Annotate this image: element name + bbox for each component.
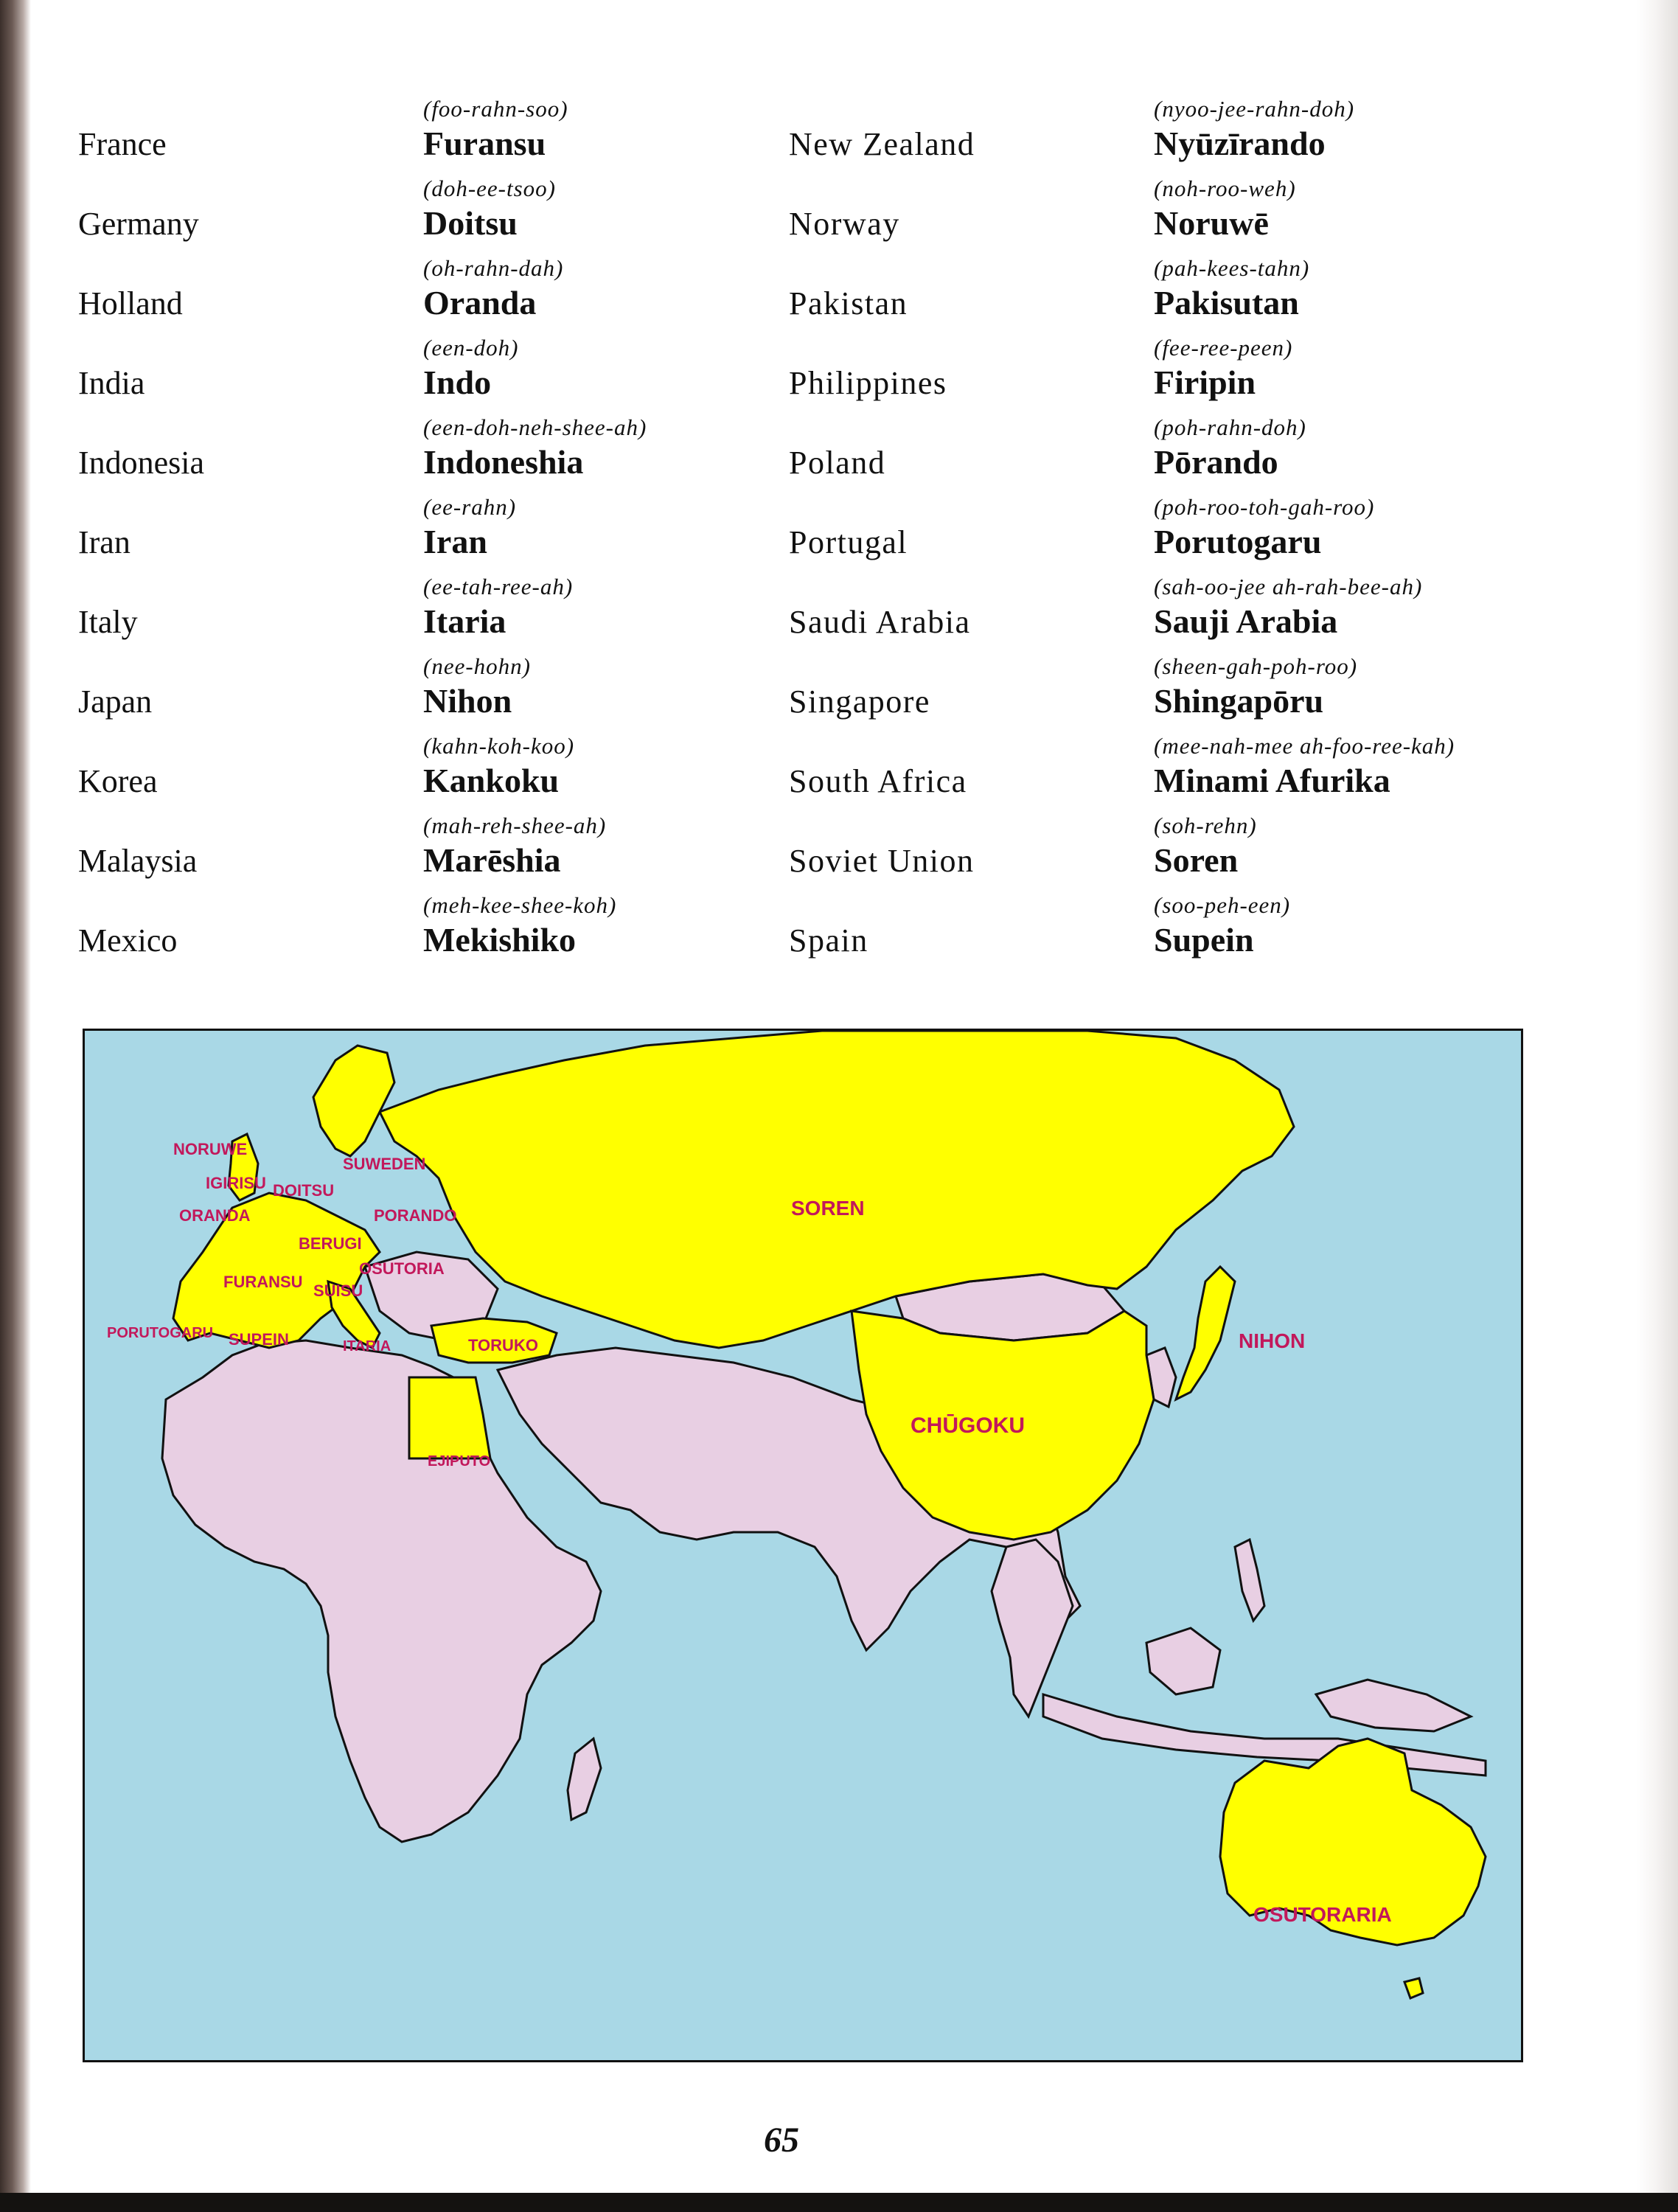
- page-number: 65: [764, 2121, 799, 2160]
- pronunciation-guide: (poh-roo-toh-gah-roo): [1154, 494, 1375, 520]
- japanese-country-name: Indo: [423, 364, 492, 401]
- label-ejiputo: EJIPUTO: [428, 1453, 491, 1470]
- pronunciation-guide: (mee-nah-mee ah-foo-ree-kah): [1154, 733, 1455, 759]
- japanese-country-name: Pōrando: [1154, 443, 1278, 481]
- english-country-name: Singapore: [789, 684, 930, 720]
- label-osutoraria: OSUTORARIA: [1253, 1903, 1392, 1926]
- pronunciation-guide: (poh-rahn-doh): [1154, 414, 1306, 440]
- japanese-country-name: Kankoku: [423, 762, 560, 799]
- label-noruwe: NORUWE: [173, 1140, 248, 1158]
- english-country-name: Poland: [789, 445, 886, 481]
- pronunciation-guide: (nee-hohn): [423, 653, 531, 679]
- world-map: [83, 1029, 1523, 2062]
- page-edge-right: [1637, 0, 1678, 2212]
- english-country-name: Italy: [78, 604, 138, 640]
- pronunciation-guide: (een-doh): [423, 335, 519, 361]
- vocabulary-row: [74, 254, 1519, 333]
- japanese-country-name: Indoneshia: [423, 443, 584, 481]
- vocabulary-row: [74, 652, 1519, 731]
- pronunciation-guide: (sheen-gah-poh-roo): [1154, 653, 1358, 679]
- japanese-country-name: Marēshia: [423, 841, 561, 879]
- english-country-name: India: [78, 365, 145, 401]
- vocabulary-row: [74, 811, 1519, 891]
- label-osutoria: OSUTORIA: [359, 1259, 445, 1278]
- japanese-country-name: Supein: [1154, 921, 1254, 959]
- japanese-country-name: Doitsu: [423, 204, 518, 242]
- english-country-name: France: [78, 126, 167, 162]
- japanese-country-name: Pakisutan: [1154, 284, 1299, 321]
- label-toruko: TORUKO: [468, 1336, 538, 1354]
- english-country-name: Indonesia: [78, 445, 205, 481]
- english-country-name: Japan: [78, 684, 153, 720]
- label-supein: SUPEIN: [229, 1330, 289, 1349]
- pronunciation-guide: (soh-rehn): [1154, 813, 1257, 838]
- pronunciation-guide: (nyoo-jee-rahn-doh): [1154, 96, 1355, 122]
- vocabulary-row: [74, 94, 1519, 174]
- pronunciation-guide: (meh-kee-shee-koh): [423, 892, 617, 918]
- english-country-name: Saudi Arabia: [789, 604, 971, 640]
- english-country-name: Soviet Union: [789, 843, 975, 879]
- english-country-name: Korea: [78, 763, 158, 799]
- label-soren: SOREN: [791, 1197, 865, 1220]
- pronunciation-guide: (soo-peh-een): [1154, 892, 1291, 918]
- label-berugi: BERUGI: [299, 1234, 362, 1253]
- japanese-country-name: Furansu: [423, 125, 546, 162]
- pronunciation-guide: (noh-roo-weh): [1154, 175, 1296, 201]
- book-spine-shadow-left: [0, 0, 31, 2212]
- japanese-country-name: Firipin: [1154, 364, 1256, 401]
- japanese-country-name: Mekishiko: [423, 921, 577, 959]
- japanese-country-name: Shingapōru: [1154, 682, 1324, 720]
- pronunciation-guide: (fee-ree-peen): [1154, 335, 1293, 361]
- vocabulary-row: [74, 731, 1519, 811]
- pronunciation-guide: (sah-oo-jee ah-rah-bee-ah): [1154, 574, 1423, 599]
- vocabulary-row: [74, 413, 1519, 493]
- english-country-name: Germany: [78, 206, 199, 242]
- label-itaria: ITARIA: [343, 1338, 391, 1354]
- label-porando: PORANDO: [374, 1206, 457, 1225]
- vocabulary-row: [74, 891, 1519, 970]
- pronunciation-guide: (oh-rahn-dah): [423, 255, 564, 281]
- pronunciation-guide: (mah-reh-shee-ah): [423, 813, 607, 838]
- japanese-country-name: Iran: [423, 523, 487, 560]
- pronunciation-guide: (kahn-koh-koo): [423, 733, 575, 759]
- japanese-country-name: Sauji Arabia: [1154, 602, 1338, 640]
- english-country-name: South Africa: [789, 763, 967, 799]
- scan-bottom-edge: [0, 2193, 1678, 2212]
- label-oranda: ORANDA: [179, 1206, 251, 1225]
- english-country-name: Mexico: [78, 922, 178, 959]
- pronunciation-guide: (doh-ee-tsoo): [423, 175, 556, 201]
- pronunciation-guide: (foo-rahn-soo): [423, 96, 568, 122]
- vocabulary-row: [74, 493, 1519, 572]
- japanese-country-name: Porutogaru: [1154, 523, 1322, 560]
- english-country-name: Norway: [789, 206, 900, 242]
- pronunciation-guide: (pah-kees-tahn): [1154, 255, 1310, 281]
- label-furansu: FURANSU: [223, 1273, 303, 1291]
- map-svg: [85, 1031, 1521, 2060]
- label-doitsu: DOITSU: [273, 1181, 335, 1200]
- vocabulary-row: [74, 572, 1519, 652]
- country-vocabulary-list: [74, 94, 1519, 970]
- japanese-country-name: Minami Afurika: [1154, 762, 1390, 799]
- vocabulary-row: [74, 174, 1519, 254]
- japanese-country-name: Nihon: [423, 682, 512, 720]
- pronunciation-guide: (ee-rahn): [423, 494, 517, 520]
- english-country-name: Iran: [78, 524, 130, 560]
- vocabulary-row: [74, 333, 1519, 413]
- japanese-country-name: Itaria: [423, 602, 506, 640]
- pronunciation-guide: (een-doh-neh-shee-ah): [423, 414, 647, 440]
- english-country-name: Pakistan: [789, 285, 908, 321]
- english-country-name: New Zealand: [789, 126, 975, 162]
- japanese-country-name: Soren: [1154, 841, 1239, 879]
- egypt: [409, 1377, 490, 1458]
- english-country-name: Portugal: [789, 524, 908, 560]
- pronunciation-guide: (ee-tah-ree-ah): [423, 574, 574, 599]
- label-suweden: SUWEDEN: [343, 1155, 426, 1173]
- label-igirisu: IGIRISU: [206, 1174, 266, 1192]
- label-porutogaru: PORUTOGARU: [107, 1325, 214, 1341]
- label-nihon: NIHON: [1239, 1329, 1306, 1352]
- english-country-name: Holland: [78, 285, 183, 321]
- english-country-name: Malaysia: [78, 843, 198, 879]
- english-country-name: Spain: [789, 922, 868, 959]
- japanese-country-name: Noruwē: [1154, 204, 1269, 242]
- japanese-country-name: Oranda: [423, 284, 537, 321]
- label-suisu: SUISU: [313, 1281, 363, 1300]
- english-country-name: Philippines: [789, 365, 947, 401]
- label-chugoku: CHŪGOKU: [911, 1413, 1025, 1438]
- japanese-country-name: Nyūzīrando: [1154, 125, 1326, 162]
